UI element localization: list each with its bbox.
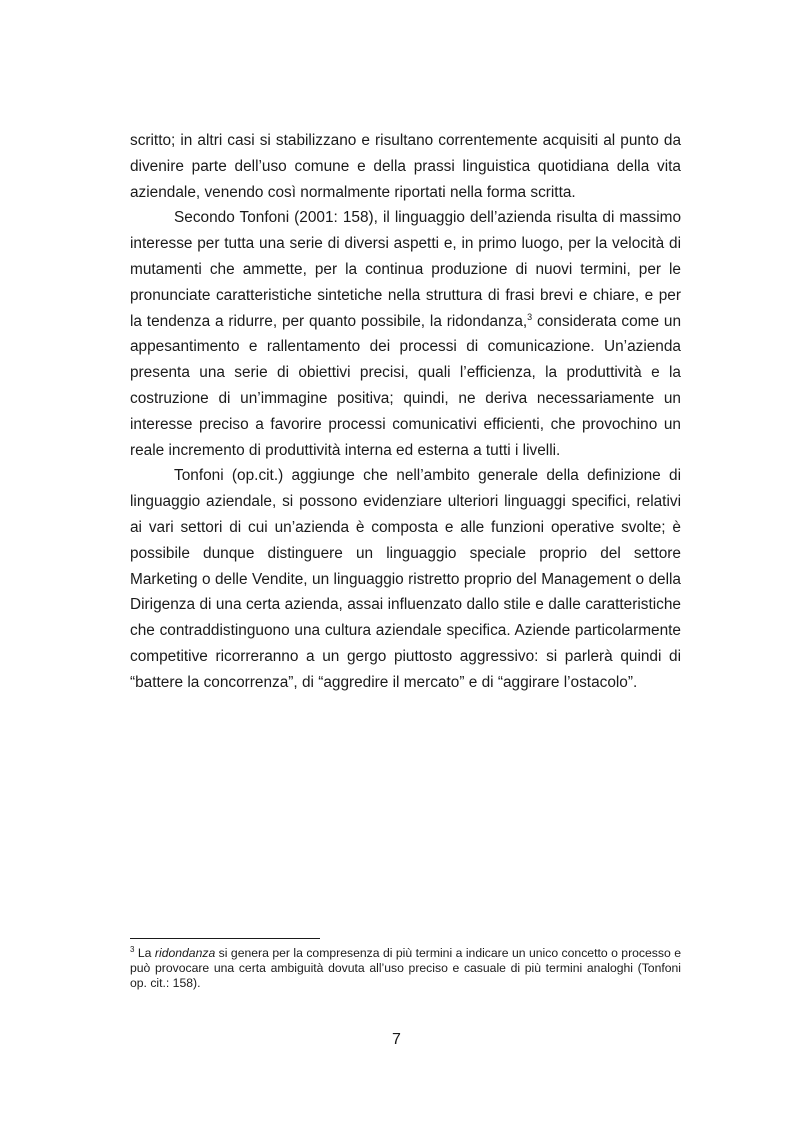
page-number: 7 <box>392 1031 401 1048</box>
body-text <box>130 128 681 696</box>
footnote-text-start: La <box>134 946 155 960</box>
paragraph-1: scritto; in altri casi si stabilizzano e risultano correntemente acquisiti al punto da divenire parte dell’uso comune e della prassi linguistica quotidiana della vita aziendale, venendo così normalmente riportati nella forma scritta. <box>130 132 681 201</box>
footnote-number: 3 <box>130 944 135 954</box>
paragraph-2-text-continued: considerata come un appesantimento e rallentamento dei processi di comunicazione. Un’azienda presenta una serie di obiettivi precisi, quali l’efficienza, la produttività e la costruzione di un’immagine positiva; quindi, ne deriva necessariamente un interesse preciso a favorire processi comunicativi efficienti, che provochino un reale incremento di produttività interna ed esterna a tutti i livelli. <box>130 312 682 459</box>
paragraph-2-text: Secondo Tonfoni (2001: 158), il linguaggio dell’azienda risulta di massimo interesse per tutta una serie di diversi aspetti e, in primo luogo, per la velocità di mutamenti che ammette, per la continua produzione di nuovi termini, per le pronunciate caratteristiche sintetiche nella struttura di frasi brevi e chiare, e per la tendenza a ridurre, per quanto possibile, la ridondanza, <box>130 209 681 330</box>
footnote-reference[interactable]: 3 <box>527 311 533 322</box>
footnote-separator <box>130 938 320 939</box>
paragraph-3: Tonfoni (op.cit.) aggiunge che nell’ambito generale della definizione di linguaggio aziendale, si possono evidenziare ulteriori linguaggi specifici, relativi ai vari settori di cui un’azienda è composta e alle funzioni operative svolte; è possibile dunque distinguere un linguaggio speciale proprio del settore Marketing o delle Vendite, un linguaggio ristretto proprio del Management o della Dirigenza di una certa azienda, assai influenzato dallo stile e dalle caratteristiche che contraddistinguono una cultura aziendale specifica. Aziende particolarmente competitive ricorreranno a un gergo piuttosto aggressivo: si parlerà quindi di “battere la concorrenza”, di “aggredire il mercato” e di “aggirare l’ostacolo”. <box>130 467 681 691</box>
footnote-text-end: si genera per la compresenza di più termini a indicare un unico concetto o processo e può provocare una certa ambiguità dovuta all’uso preciso e casuale di più termini analoghi (Tonfoni op. cit.: 158). <box>130 946 681 991</box>
footnote <box>130 946 681 992</box>
footnote-emphasis: ridondanza <box>154 946 216 960</box>
paragraph-2 <box>130 205 681 463</box>
